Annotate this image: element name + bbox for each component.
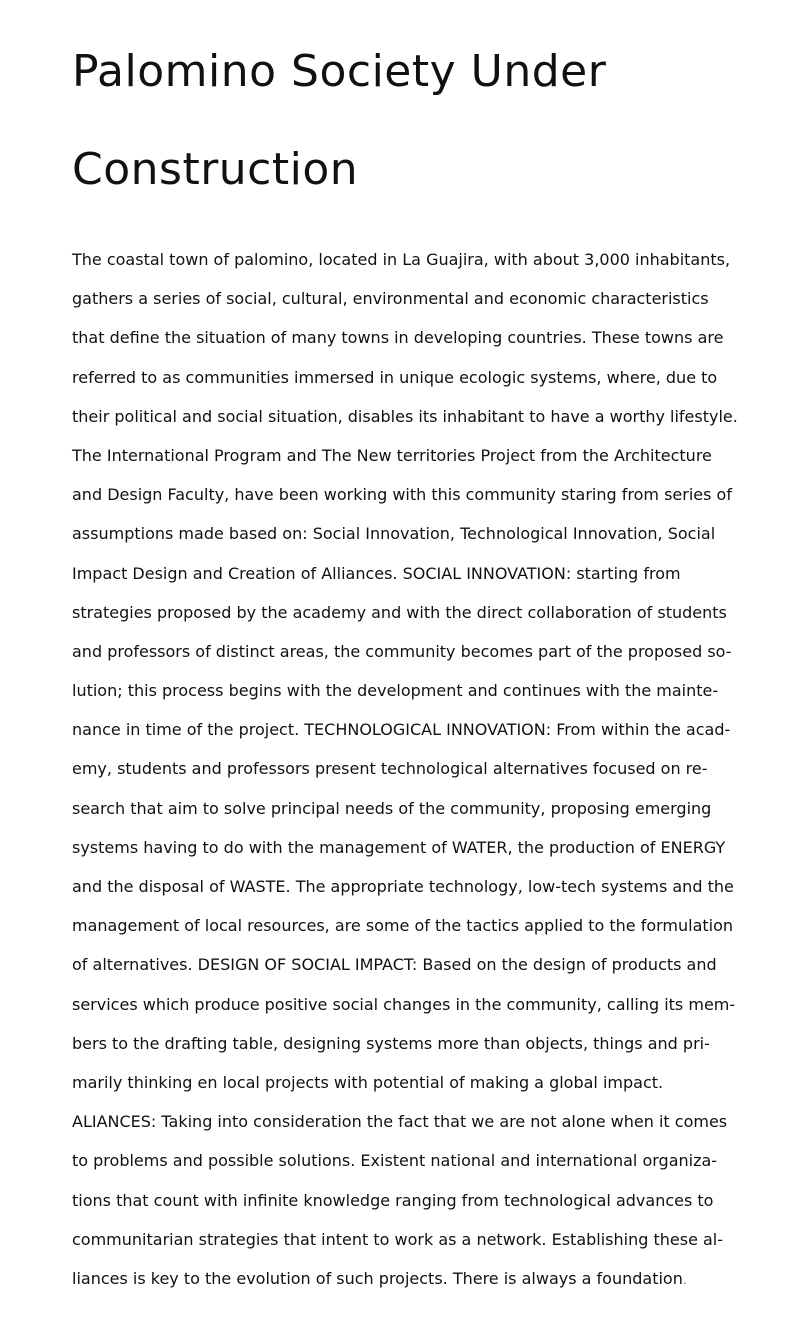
body-line: management of local resources, are some of the tactics applied to the formulation — [72, 916, 734, 936]
body-line: to problems and possible solutions. Existent national and international organiza- — [72, 1151, 718, 1171]
body-line: strategies proposed by the academy and with the direct collaboration of students — [72, 602, 727, 622]
body-line: bers to the drafting table, designing systems more than objects, things and pri- — [72, 1033, 710, 1053]
body-line: marily thinking en local projects with potential of making a global impact. — [72, 1072, 664, 1092]
body-line: emy, students and professors present technological alternatives focused on re- — [72, 759, 708, 779]
page-title — [72, 0, 772, 200]
body-line: systems having to do with the management of WATER, the production of ENERGY — [72, 837, 726, 857]
body-last-line — [72, 1259, 772, 1298]
body-line: The coastal town of palomino, located in La Guajira, with about 3,000 inhabitants, — [72, 250, 731, 269]
body-line: their political and social situation, disables its inhabitant to have a worthy lifestyle. — [72, 406, 738, 426]
title-line-2: Construction — [72, 144, 359, 195]
body-line: lution; this process begins with the development and continues with the mainte- — [72, 681, 719, 701]
body-line-text: liances is key to the evolution of such projects. There is always a foundation — [72, 1268, 683, 1288]
body-line: of alternatives. DESIGN OF SOCIAL IMPACT: Based on the design of products and — [72, 955, 717, 975]
body-line: that define the situation of many towns in developing countries. These towns are — [72, 328, 724, 348]
body-line: referred to as communities immersed in unique ecologic systems, where, due to — [72, 367, 718, 387]
body-line: Impact Design and Creation of Alliances. SOCIAL INNOVATION: starting from — [72, 563, 681, 583]
body-line: and the disposal of WASTE. The appropriate technology, low-tech systems and the — [72, 877, 734, 896]
document-page — [72, 0, 772, 1298]
body-paragraph — [72, 240, 772, 1298]
body-line: gathers a series of social, cultural, environmental and economic characteristics — [72, 289, 709, 309]
body-line: nance in time of the project. TECHNOLOGICAL INNOVATION: From within the acad- — [72, 720, 731, 740]
body-line: and Design Faculty, have been working with this community staring from series of — [72, 485, 732, 505]
body-line: and professors of distinct areas, the community becomes part of the proposed so- — [72, 641, 732, 661]
body-line: ALIANCES: Taking into consideration the fact that we are not alone when it comes — [72, 1112, 728, 1132]
title-line-1: Palomino Society Under — [72, 46, 607, 97]
body-line: assumptions made based on: Social Innovation, Technological Innovation, Social — [72, 524, 716, 544]
body-line: search that aim to solve principal needs of the community, proposing emerging — [72, 798, 712, 818]
body-line: services which produce positive social changes in the community, calling its mem- — [72, 994, 736, 1014]
closing-period: . — [682, 1272, 687, 1287]
body-line: tions that count with infinite knowledge ranging from technological advances to — [72, 1190, 714, 1210]
body-line: communitarian strategies that intent to work as a network. Establishing these al- — [72, 1229, 724, 1249]
body-line: The International Program and The New territories Project from the Architecture — [72, 445, 712, 465]
